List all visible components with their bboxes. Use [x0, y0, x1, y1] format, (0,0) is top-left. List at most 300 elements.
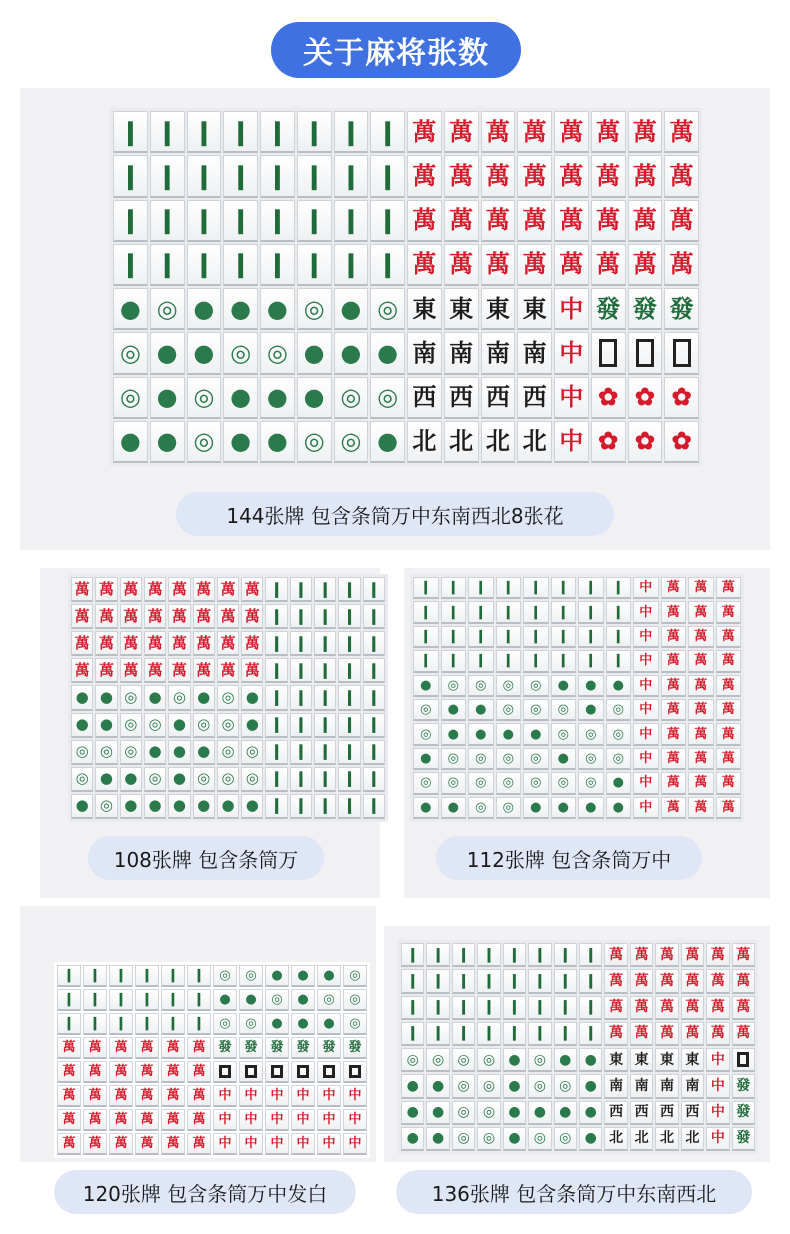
mahjong-tile: 萬	[604, 969, 627, 993]
mahjong-tile: 萬	[168, 577, 190, 602]
mahjong-tile: 東	[681, 1048, 704, 1072]
mahjong-tile: ◎	[297, 288, 332, 330]
set-136-caption: 136张牌 包含条筒万中东南西北	[396, 1170, 752, 1214]
mahjong-tile: 中	[554, 377, 589, 419]
mahjong-tile: ◎	[297, 421, 332, 463]
mahjong-tile: ●	[503, 1048, 526, 1072]
mahjong-tile: ●	[193, 740, 215, 765]
mahjong-tile: ✿	[591, 377, 626, 419]
mahjong-tile: 萬	[517, 244, 552, 286]
mahjong-tile: ❙	[441, 577, 467, 599]
mahjong-tile: ●	[223, 377, 258, 419]
mahjong-tile: ❙	[496, 626, 522, 648]
mahjong-tile: 萬	[109, 1109, 133, 1131]
mahjong-tile: ❙	[334, 200, 369, 242]
mahjong-tile: 萬	[630, 996, 653, 1020]
mahjong-tile: 萬	[135, 1133, 159, 1155]
mahjong-tile: ❙	[314, 740, 336, 765]
mahjong-tile: ●	[291, 965, 315, 987]
mahjong-tile: 萬	[144, 577, 166, 602]
mahjong-tile: 萬	[109, 1085, 133, 1107]
mahjong-tile: ❙	[370, 155, 405, 197]
mahjong-tile: ●	[71, 685, 93, 710]
mahjong-tile: ◎	[223, 332, 258, 374]
mahjong-tile: ❙	[187, 155, 222, 197]
mahjong-tile: 萬	[732, 943, 755, 967]
mahjong-tile: ◎	[113, 377, 148, 419]
mahjong-tile: 萬	[481, 155, 516, 197]
mahjong-tile: ●	[606, 797, 632, 819]
mahjong-tile: ❙	[150, 200, 185, 242]
mahjong-tile: 萬	[655, 996, 678, 1020]
mahjong-tile: ❙	[554, 943, 577, 967]
mahjong-tile: ❙	[496, 601, 522, 623]
mahjong-tile: 萬	[630, 969, 653, 993]
mahjong-tile	[317, 1061, 341, 1083]
mahjong-tile: ❙	[265, 658, 287, 683]
mahjong-tile: ●	[150, 421, 185, 463]
mahjong-tile: ◎	[477, 1101, 500, 1125]
mahjong-tile: ●	[291, 1013, 315, 1035]
mahjong-tile: ●	[95, 685, 117, 710]
mahjong-tile: ❙	[314, 685, 336, 710]
mahjong-tile: ◎	[551, 723, 577, 745]
mahjong-tile: 萬	[217, 658, 239, 683]
mahjong-tile: ◎	[528, 1074, 551, 1098]
mahjong-tile: ◎	[413, 772, 439, 794]
mahjong-tile: ❙	[290, 685, 312, 710]
mahjong-tile: ❙	[314, 577, 336, 602]
mahjong-tile: 萬	[554, 155, 589, 197]
mahjong-tile: 萬	[688, 748, 714, 770]
mahjong-tile: ❙	[135, 1013, 159, 1035]
mahjong-tile: 發	[317, 1037, 341, 1059]
mahjong-tile: 發	[265, 1037, 289, 1059]
mahjong-tile: ❙	[452, 996, 475, 1020]
mahjong-tile: 萬	[71, 631, 93, 656]
mahjong-tile: 萬	[95, 658, 117, 683]
mahjong-tile: ❙	[314, 631, 336, 656]
mahjong-tile: ◎	[120, 685, 142, 710]
mahjong-tile: 東	[517, 288, 552, 330]
mahjong-tile: ❙	[338, 658, 360, 683]
mahjong-tile: ●	[241, 713, 263, 738]
mahjong-tile: ❙	[265, 577, 287, 602]
mahjong-tile: ❙	[290, 794, 312, 819]
mahjong-tile: ◎	[578, 723, 604, 745]
mahjong-tile: ●	[71, 794, 93, 819]
mahjong-tile: ❙	[265, 604, 287, 629]
mahjong-tile: 中	[633, 626, 659, 648]
mahjong-tile: 萬	[217, 631, 239, 656]
mahjong-tile: ◎	[401, 1048, 424, 1072]
mahjong-tile: ❙	[57, 965, 81, 987]
mahjong-tile: 中	[239, 1109, 263, 1131]
mahjong-tile: ●	[193, 794, 215, 819]
mahjong-tile: ●	[528, 1101, 551, 1125]
mahjong-tile: ◎	[578, 772, 604, 794]
mahjong-tile: 萬	[591, 244, 626, 286]
mahjong-tile: ❙	[401, 969, 424, 993]
mahjong-tile: 西	[444, 377, 479, 419]
mahjong-tile: ❙	[579, 943, 602, 967]
mahjong-tile: 北	[481, 421, 516, 463]
mahjong-tile: ❙	[370, 111, 405, 153]
mahjong-tile: 萬	[630, 1022, 653, 1046]
mahjong-tile: ❙	[265, 767, 287, 792]
mahjong-tile: ❙	[334, 111, 369, 153]
mahjong-tile: 萬	[604, 943, 627, 967]
mahjong-tile: ❙	[187, 965, 211, 987]
mahjong-tile: 萬	[481, 244, 516, 286]
mahjong-tile	[664, 332, 699, 374]
mahjong-tile: ●	[413, 675, 439, 697]
mahjong-tile: ❙	[503, 996, 526, 1020]
mahjong-tile: 萬	[109, 1061, 133, 1083]
mahjong-tile: ●	[150, 377, 185, 419]
mahjong-tile: ◎	[71, 740, 93, 765]
mahjong-tile: ◎	[113, 332, 148, 374]
mahjong-tile: ❙	[314, 794, 336, 819]
mahjong-tile: ❙	[113, 155, 148, 197]
mahjong-tile: ❙	[57, 1013, 81, 1035]
mahjong-tile: ❙	[314, 713, 336, 738]
mahjong-tile: ❙	[260, 200, 295, 242]
mahjong-tile: ◎	[606, 699, 632, 721]
mahjong-tile: 萬	[120, 631, 142, 656]
mahjong-tile: 萬	[604, 1022, 627, 1046]
mahjong-tile: 中	[706, 1127, 729, 1151]
mahjong-tile: ◎	[413, 723, 439, 745]
mahjong-tile: ●	[413, 797, 439, 819]
mahjong-tile: 中	[554, 288, 589, 330]
mahjong-tile: 發	[664, 288, 699, 330]
mahjong-tile: ◎	[217, 767, 239, 792]
mahjong-tile: 南	[517, 332, 552, 374]
mahjong-tile: 南	[655, 1074, 678, 1098]
mahjong-tile: ●	[503, 1074, 526, 1098]
mahjong-tile: 萬	[161, 1109, 185, 1131]
mahjong-tile: ◎	[217, 713, 239, 738]
mahjong-tile: ●	[606, 772, 632, 794]
mahjong-tile: ●	[578, 699, 604, 721]
mahjong-tile: 萬	[407, 244, 442, 286]
mahjong-tile: ●	[95, 767, 117, 792]
mahjong-tile: ❙	[187, 111, 222, 153]
mahjong-tile: ❙	[135, 965, 159, 987]
mahjong-tile: ●	[317, 1013, 341, 1035]
mahjong-tile: 萬	[444, 244, 479, 286]
set-144-caption: 144张牌 包含条筒万中东南西北8张花	[176, 492, 614, 536]
mahjong-tile: 萬	[688, 723, 714, 745]
mahjong-tile: 萬	[681, 943, 704, 967]
mahjong-tile: 萬	[407, 155, 442, 197]
mahjong-tile: ●	[426, 1101, 449, 1125]
mahjong-tile: ❙	[290, 658, 312, 683]
mahjong-tile: ◎	[554, 1127, 577, 1151]
mahjong-tile: ◎	[496, 675, 522, 697]
mahjong-tile: ❙	[338, 794, 360, 819]
mahjong-tile: 萬	[83, 1037, 107, 1059]
mahjong-tile: ●	[503, 1101, 526, 1125]
mahjong-tile: 萬	[716, 577, 742, 599]
mahjong-tile: 萬	[144, 604, 166, 629]
mahjong-tile: ●	[468, 699, 494, 721]
mahjong-tile: ❙	[161, 965, 185, 987]
mahjong-tile: ◎	[213, 965, 237, 987]
mahjong-tile: 萬	[554, 244, 589, 286]
mahjong-tile: 東	[407, 288, 442, 330]
mahjong-tile: 萬	[83, 1085, 107, 1107]
mahjong-tile: ●	[496, 723, 522, 745]
mahjong-tile: 萬	[161, 1085, 185, 1107]
mahjong-tile: ❙	[441, 626, 467, 648]
mahjong-tile: ❙	[338, 631, 360, 656]
mahjong-tile: ◎	[496, 772, 522, 794]
mahjong-tile: ●	[401, 1101, 424, 1125]
mahjong-tile: 萬	[83, 1109, 107, 1131]
mahjong-tile: ❙	[579, 1022, 602, 1046]
mahjong-tile: ◎	[452, 1048, 475, 1072]
mahjong-tile: ●	[291, 989, 315, 1011]
mahjong-tile: 北	[444, 421, 479, 463]
mahjong-tile: 萬	[241, 604, 263, 629]
mahjong-tile: 萬	[109, 1133, 133, 1155]
mahjong-tile: 中	[317, 1109, 341, 1131]
mahjong-tile: ❙	[578, 601, 604, 623]
mahjong-tile: ◎	[523, 748, 549, 770]
mahjong-tile: ❙	[57, 989, 81, 1011]
mahjong-tile	[239, 1061, 263, 1083]
mahjong-tile: ❙	[554, 1022, 577, 1046]
mahjong-tile	[213, 1061, 237, 1083]
mahjong-tile: ❙	[578, 650, 604, 672]
mahjong-tile: 萬	[591, 155, 626, 197]
mahjong-tile: 西	[655, 1101, 678, 1125]
mahjong-tile: 萬	[716, 699, 742, 721]
mahjong-tile: ◎	[95, 740, 117, 765]
mahjong-tile: 萬	[161, 1061, 185, 1083]
mahjong-tile: 萬	[716, 601, 742, 623]
mahjong-tile: ◎	[452, 1074, 475, 1098]
mahjong-tile: ❙	[401, 1022, 424, 1046]
mahjong-tile: ❙	[441, 650, 467, 672]
mahjong-tile: 萬	[628, 155, 663, 197]
mahjong-tile: ●	[144, 740, 166, 765]
mahjong-tile: ❙	[401, 943, 424, 967]
mahjong-tile: ❙	[109, 1013, 133, 1035]
mahjong-tile: ●	[239, 989, 263, 1011]
mahjong-tile: ❙	[468, 601, 494, 623]
mahjong-tile: ●	[168, 740, 190, 765]
mahjong-tile: 萬	[71, 658, 93, 683]
mahjong-tile: 萬	[135, 1037, 159, 1059]
mahjong-tile: ❙	[83, 965, 107, 987]
mahjong-tile: 萬	[144, 631, 166, 656]
mahjong-tile: ◎	[441, 748, 467, 770]
mahjong-tile: ❙	[265, 685, 287, 710]
mahjong-tile: 東	[444, 288, 479, 330]
mahjong-tile: 發	[213, 1037, 237, 1059]
mahjong-tile: ●	[441, 797, 467, 819]
mahjong-tile: ❙	[113, 200, 148, 242]
mahjong-tile: 萬	[57, 1085, 81, 1107]
mahjong-tile: ●	[551, 748, 577, 770]
mahjong-tile: ●	[120, 767, 142, 792]
mahjong-tile: ✿	[628, 421, 663, 463]
mahjong-tile: ●	[468, 723, 494, 745]
mahjong-tile: ◎	[265, 989, 289, 1011]
mahjong-tile: 萬	[168, 604, 190, 629]
mahjong-tile: ◎	[239, 1013, 263, 1035]
mahjong-tile: 萬	[661, 626, 687, 648]
mahjong-tile: 萬	[83, 1061, 107, 1083]
mahjong-tile: ◎	[317, 989, 341, 1011]
mahjong-tile: 中	[317, 1085, 341, 1107]
mahjong-tile: ❙	[290, 604, 312, 629]
mahjong-tile: ❙	[477, 1022, 500, 1046]
mahjong-tile: ●	[554, 1048, 577, 1072]
mahjong-tile: 發	[291, 1037, 315, 1059]
mahjong-tile: 西	[604, 1101, 627, 1125]
mahjong-tile: 萬	[407, 111, 442, 153]
set-136-photo	[398, 940, 758, 1154]
mahjong-tile: 萬	[655, 1022, 678, 1046]
mahjong-tile: ❙	[338, 685, 360, 710]
mahjong-tile: 萬	[481, 200, 516, 242]
mahjong-tile: ●	[578, 675, 604, 697]
mahjong-tile: ❙	[503, 969, 526, 993]
mahjong-tile: 萬	[95, 604, 117, 629]
mahjong-tile: 中	[633, 797, 659, 819]
mahjong-tile: ◎	[523, 772, 549, 794]
mahjong-tile: 萬	[217, 604, 239, 629]
mahjong-tile: 萬	[664, 244, 699, 286]
mahjong-tile: ◎	[441, 675, 467, 697]
mahjong-tile: ●	[317, 965, 341, 987]
mahjong-tile: 萬	[706, 1022, 729, 1046]
mahjong-tile: ❙	[223, 111, 258, 153]
mahjong-tile: ●	[606, 675, 632, 697]
mahjong-tile: 萬	[241, 658, 263, 683]
mahjong-tile: ❙	[551, 577, 577, 599]
mahjong-tile: ❙	[363, 604, 385, 629]
mahjong-tile: ❙	[426, 996, 449, 1020]
mahjong-tile: ❙	[363, 685, 385, 710]
mahjong-tile: ❙	[187, 1013, 211, 1035]
mahjong-tile: ❙	[150, 155, 185, 197]
mahjong-tile: 北	[517, 421, 552, 463]
mahjong-tile: 萬	[187, 1133, 211, 1155]
mahjong-tile: ●	[95, 713, 117, 738]
mahjong-tile: 萬	[591, 111, 626, 153]
mahjong-tile: ◎	[468, 748, 494, 770]
mahjong-tile: ●	[223, 288, 258, 330]
mahjong-tile: ❙	[113, 244, 148, 286]
mahjong-tile: ❙	[441, 601, 467, 623]
mahjong-tile: 南	[630, 1074, 653, 1098]
mahjong-tile: 東	[655, 1048, 678, 1072]
mahjong-tile: 萬	[661, 723, 687, 745]
mahjong-tile: 萬	[407, 200, 442, 242]
mahjong-tile: ●	[523, 723, 549, 745]
mahjong-tile: 中	[554, 421, 589, 463]
mahjong-tile: ❙	[477, 969, 500, 993]
mahjong-tile: ❙	[370, 200, 405, 242]
mahjong-tile: 萬	[716, 723, 742, 745]
mahjong-tile: ❙	[554, 969, 577, 993]
mahjong-tile: 萬	[630, 943, 653, 967]
mahjong-tile: 萬	[71, 604, 93, 629]
mahjong-tile: ●	[213, 989, 237, 1011]
mahjong-tile: 南	[407, 332, 442, 374]
mahjong-tile: 中	[343, 1109, 367, 1131]
mahjong-tile: ◎	[452, 1101, 475, 1125]
mahjong-tile: ❙	[528, 969, 551, 993]
mahjong-tile: ◎	[413, 699, 439, 721]
mahjong-tile: ◎	[528, 1048, 551, 1072]
mahjong-tile: ◎	[217, 685, 239, 710]
mahjong-tile: ●	[297, 332, 332, 374]
mahjong-tile: 萬	[193, 631, 215, 656]
mahjong-tile: 中	[706, 1074, 729, 1098]
mahjong-tile: 萬	[444, 111, 479, 153]
mahjong-tile: 萬	[688, 675, 714, 697]
mahjong-tile: 萬	[655, 943, 678, 967]
mahjong-tile: 萬	[144, 658, 166, 683]
mahjong-tile: ❙	[260, 244, 295, 286]
mahjong-tile: 東	[630, 1048, 653, 1072]
mahjong-tile: ◎	[468, 797, 494, 819]
mahjong-tile: ❙	[150, 244, 185, 286]
mahjong-tile: 萬	[109, 1037, 133, 1059]
mahjong-tile: ❙	[265, 794, 287, 819]
mahjong-tile: ●	[551, 797, 577, 819]
mahjong-tile: ◎	[452, 1127, 475, 1151]
set-144-photo	[110, 108, 702, 466]
mahjong-tile: 西	[517, 377, 552, 419]
mahjong-tile: ◎	[168, 685, 190, 710]
mahjong-tile: ◎	[260, 332, 295, 374]
mahjong-tile: ●	[579, 1048, 602, 1072]
mahjong-tile: 萬	[120, 604, 142, 629]
mahjong-tile: ❙	[290, 577, 312, 602]
mahjong-tile: ●	[441, 699, 467, 721]
mahjong-tile: 北	[604, 1127, 627, 1151]
mahjong-tile: ◎	[187, 421, 222, 463]
mahjong-tile: ●	[503, 1127, 526, 1151]
mahjong-tile: 萬	[135, 1085, 159, 1107]
mahjong-tile: ❙	[290, 631, 312, 656]
mahjong-tile: ❙	[606, 626, 632, 648]
mahjong-tile: ◎	[343, 965, 367, 987]
mahjong-tile: 北	[681, 1127, 704, 1151]
mahjong-tile: ◎	[213, 1013, 237, 1035]
mahjong-tile: 中	[291, 1085, 315, 1107]
mahjong-tile: ❙	[452, 943, 475, 967]
mahjong-tile: ●	[71, 713, 93, 738]
mahjong-tile: 萬	[604, 996, 627, 1020]
mahjong-tile: 萬	[628, 200, 663, 242]
mahjong-tile: ◎	[554, 1074, 577, 1098]
mahjong-tile: 萬	[591, 200, 626, 242]
mahjong-tile: ❙	[161, 1013, 185, 1035]
mahjong-tile: ❙	[161, 989, 185, 1011]
mahjong-tile: ◎	[334, 377, 369, 419]
mahjong-tile: 萬	[716, 650, 742, 672]
mahjong-tile: ◎	[120, 740, 142, 765]
mahjong-tile: ◎	[528, 1127, 551, 1151]
